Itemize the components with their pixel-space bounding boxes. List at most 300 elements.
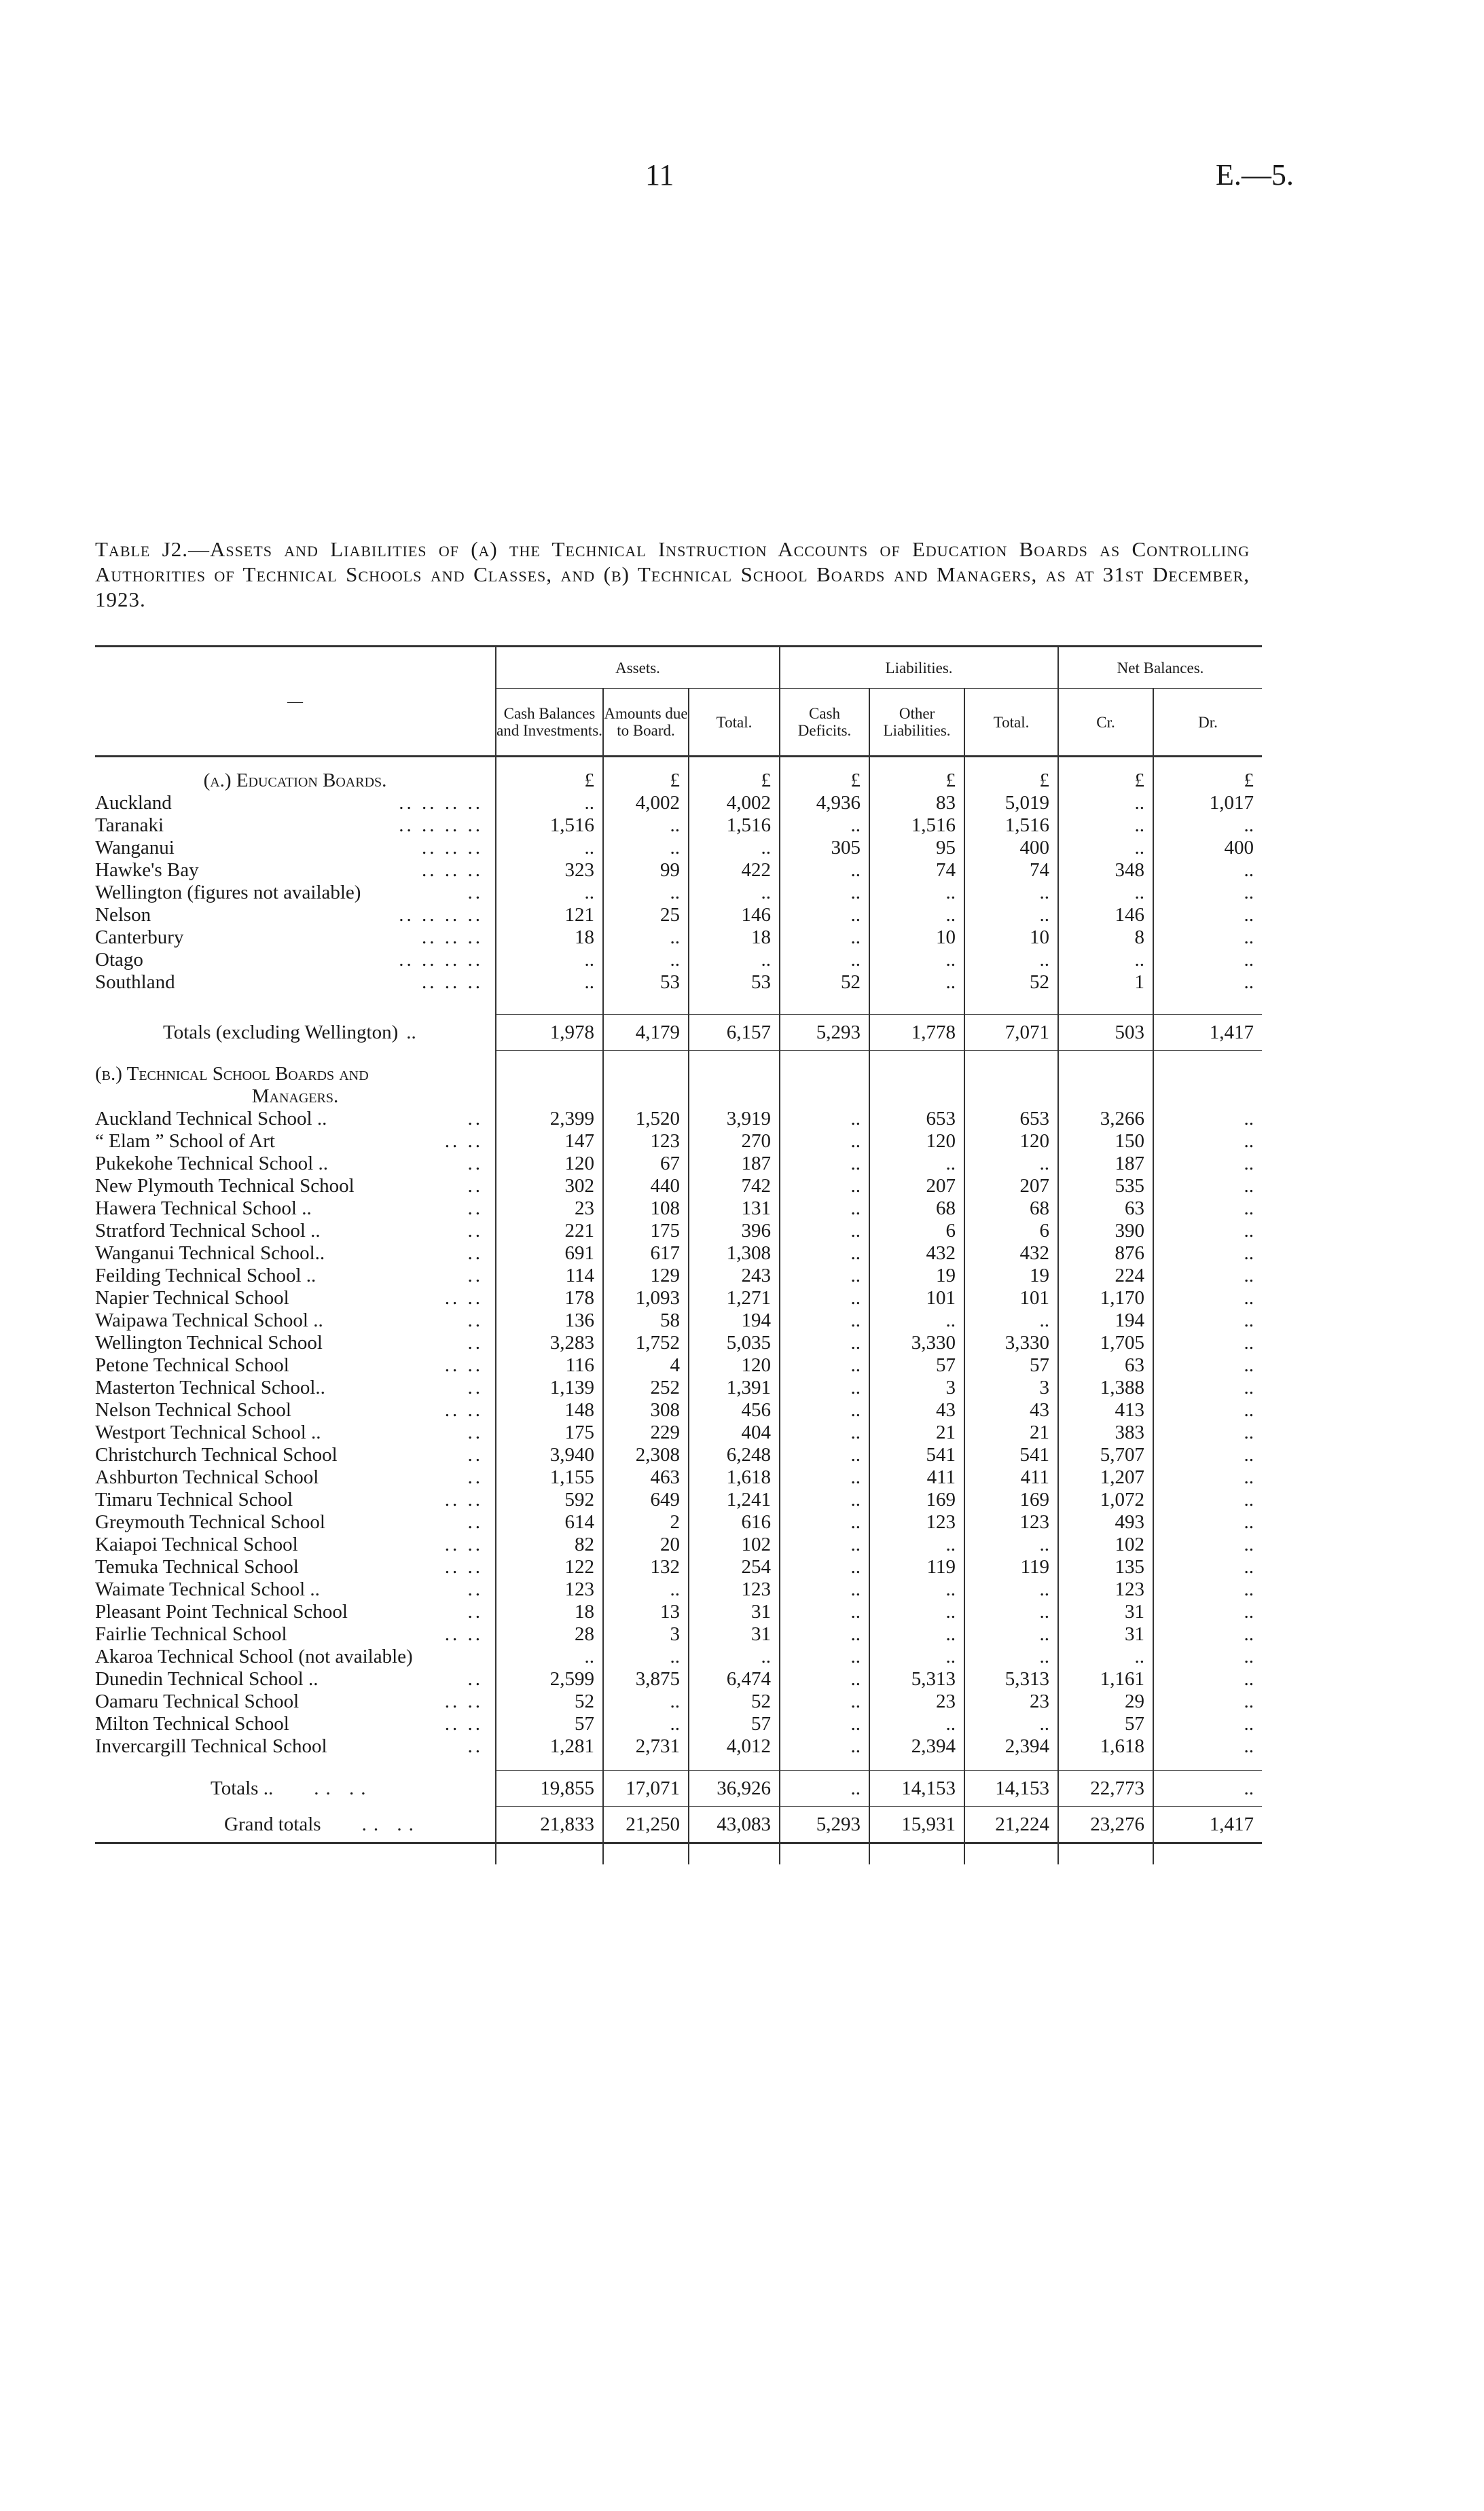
school-cell: 178 — [496, 1287, 603, 1309]
board-cell: 400 — [1153, 837, 1262, 859]
row-label — [95, 1153, 496, 1175]
empty-cell — [869, 1063, 964, 1085]
board-cell: .. — [780, 926, 869, 949]
currency-symbol: £ — [603, 770, 689, 792]
board-cell: 1 — [1058, 971, 1153, 994]
row-name: Pukekohe Technical School .. — [95, 1153, 328, 1174]
school-cell: .. — [780, 1108, 869, 1130]
school-cell: 52 — [496, 1691, 603, 1713]
school-cell: 150 — [1058, 1130, 1153, 1153]
currency-symbol: £ — [689, 770, 780, 792]
currency-symbol: £ — [869, 770, 964, 792]
school-cell: .. — [1153, 1354, 1262, 1377]
spacer-cell — [603, 1051, 689, 1064]
spacer-cell — [689, 1758, 780, 1771]
school-cell: 57 — [689, 1713, 780, 1735]
school-cell: 440 — [603, 1175, 689, 1197]
row-name: Taranaki — [95, 814, 164, 836]
school-cell: 592 — [496, 1489, 603, 1511]
board-cell: 10 — [964, 926, 1058, 949]
row-label — [95, 1691, 496, 1713]
school-cell: .. — [869, 1153, 964, 1175]
school-cell: .. — [603, 1578, 689, 1601]
school-cell: .. — [780, 1489, 869, 1511]
school-cell: 493 — [1058, 1511, 1153, 1534]
row-name: Christchurch Technical School — [95, 1444, 338, 1466]
col-header-cash-balances: Cash Balances and Investments. — [496, 689, 603, 757]
empty-cell — [689, 1085, 780, 1108]
spacer-cell — [964, 757, 1058, 770]
row-name: Hawke's Bay — [95, 859, 199, 881]
school-cell: .. — [780, 1601, 869, 1623]
school-cell: 2,394 — [964, 1735, 1058, 1758]
board-cell: 4,936 — [780, 792, 869, 814]
row-label — [95, 1309, 496, 1332]
school-cell: .. — [780, 1153, 869, 1175]
spacer-cell — [603, 757, 689, 770]
school-cell: 187 — [1058, 1153, 1153, 1175]
table-row — [95, 1646, 1262, 1668]
school-cell: .. — [780, 1130, 869, 1153]
school-cell: .. — [1153, 1534, 1262, 1556]
section-b-totals-row — [95, 1771, 1262, 1807]
board-cell: 146 — [689, 904, 780, 926]
school-cell: 2 — [603, 1511, 689, 1534]
empty-cell — [1058, 1063, 1153, 1085]
row-label — [95, 1422, 496, 1444]
spacer-cell — [1153, 1843, 1262, 1865]
section-b-totals-label — [95, 1771, 496, 1807]
leader-dots: .. .. — [444, 1399, 483, 1421]
row-name: Pleasant Point Technical School — [95, 1601, 348, 1623]
section-a-total-cell: 4,179 — [603, 1015, 689, 1051]
row-name: Stratford Technical School .. — [95, 1220, 321, 1242]
school-cell: .. — [1153, 1242, 1262, 1265]
totals-label: Totals .. — [211, 1777, 274, 1799]
section-b-total-cell: 36,926 — [689, 1771, 780, 1807]
empty-cell — [780, 1063, 869, 1085]
spacer-row — [95, 994, 1262, 1015]
row-name: Oamaru Technical School — [95, 1691, 300, 1712]
school-cell: 396 — [689, 1220, 780, 1242]
row-name: Petone Technical School — [95, 1354, 289, 1376]
board-cell: 52 — [780, 971, 869, 994]
school-cell: 1,155 — [496, 1466, 603, 1489]
board-cell: .. — [1058, 837, 1153, 859]
school-cell: 390 — [1058, 1220, 1153, 1242]
table-row — [95, 1511, 1262, 1534]
row-label — [95, 1287, 496, 1309]
school-cell: .. — [780, 1309, 869, 1332]
school-cell: .. — [689, 1646, 780, 1668]
section-a-total-cell: 503 — [1058, 1015, 1153, 1051]
liabilities-group-header: Liabilities. — [780, 647, 1058, 689]
row-name: Nelson — [95, 904, 151, 926]
school-cell: 6 — [964, 1220, 1058, 1242]
spacer-stub — [95, 757, 496, 770]
section-a-total-cell: 7,071 — [964, 1015, 1058, 1051]
school-cell: 1,618 — [689, 1466, 780, 1489]
school-cell: 6,248 — [689, 1444, 780, 1466]
leader-dots: .. .. .. .. — [399, 814, 483, 836]
school-cell: 3,940 — [496, 1444, 603, 1466]
school-cell: 3 — [964, 1377, 1058, 1399]
school-cell: .. — [780, 1287, 869, 1309]
row-label — [95, 1489, 496, 1511]
spacer-cell — [496, 1758, 603, 1771]
school-cell: .. — [1153, 1735, 1262, 1758]
board-cell: 4,002 — [689, 792, 780, 814]
school-cell: .. — [1153, 1265, 1262, 1287]
school-cell: .. — [1153, 1309, 1262, 1332]
spacer-row — [95, 757, 1262, 770]
school-cell: 2,599 — [496, 1668, 603, 1691]
board-cell: .. — [869, 971, 964, 994]
board-cell: .. — [780, 814, 869, 837]
school-cell: 1,072 — [1058, 1489, 1153, 1511]
board-cell: 1,516 — [869, 814, 964, 837]
row-label — [95, 1175, 496, 1197]
leader-dots: .. .. — [444, 1534, 483, 1555]
section-a-totals-label — [95, 1015, 496, 1051]
table-row — [95, 1691, 1262, 1713]
school-cell: 82 — [496, 1534, 603, 1556]
spacer-cell — [496, 1843, 603, 1865]
school-cell: 252 — [603, 1377, 689, 1399]
school-cell: 2,731 — [603, 1735, 689, 1758]
table-row — [95, 792, 1262, 814]
row-label — [95, 1332, 496, 1354]
spacer-cell — [689, 994, 780, 1015]
spacer-cell — [603, 1758, 689, 1771]
empty-cell — [603, 1085, 689, 1108]
school-cell: 31 — [1058, 1623, 1153, 1646]
row-name: Auckland — [95, 792, 172, 814]
leader-dots: .. — [467, 1242, 483, 1264]
col-header-liabilities-total: Total. — [964, 689, 1058, 757]
spacer-cell — [869, 1758, 964, 1771]
row-label — [95, 1646, 496, 1668]
totals-label: Totals (excluding Wellington) — [163, 1022, 399, 1043]
spacer-cell — [964, 1051, 1058, 1064]
board-cell: .. — [496, 837, 603, 859]
school-cell: 411 — [869, 1466, 964, 1489]
board-cell: .. — [689, 837, 780, 859]
leader-dots: .. .. — [444, 1691, 483, 1712]
school-cell: .. — [1153, 1108, 1262, 1130]
board-cell: 18 — [496, 926, 603, 949]
school-cell: 18 — [496, 1601, 603, 1623]
school-cell: .. — [780, 1713, 869, 1735]
school-cell: .. — [964, 1601, 1058, 1623]
school-cell: .. — [1153, 1578, 1262, 1601]
table-row — [95, 1623, 1262, 1646]
school-cell: 148 — [496, 1399, 603, 1422]
empty-cell — [1058, 1085, 1153, 1108]
school-cell: 13 — [603, 1601, 689, 1623]
stub-header: — — [95, 647, 496, 757]
school-cell: 691 — [496, 1242, 603, 1265]
school-cell: 535 — [1058, 1175, 1153, 1197]
school-cell: 57 — [1058, 1713, 1153, 1735]
school-cell: 207 — [869, 1175, 964, 1197]
leader-dots: .. — [467, 1377, 483, 1398]
school-cell: .. — [964, 1534, 1058, 1556]
col-header-amounts-due: Amounts due to Board. — [603, 689, 689, 757]
school-cell: 1,705 — [1058, 1332, 1153, 1354]
spacer-cell — [780, 757, 869, 770]
school-cell: 1,170 — [1058, 1287, 1153, 1309]
leader-dots: .. — [467, 1265, 483, 1286]
section-a-total-cell: 1,978 — [496, 1015, 603, 1051]
table-row — [95, 1175, 1262, 1197]
school-cell: .. — [1153, 1332, 1262, 1354]
row-name: Auckland Technical School .. — [95, 1108, 327, 1130]
table-row — [95, 1153, 1262, 1175]
school-cell: .. — [1153, 1489, 1262, 1511]
row-name: Fairlie Technical School — [95, 1623, 287, 1645]
school-cell: 114 — [496, 1265, 603, 1287]
board-cell: .. — [1153, 904, 1262, 926]
table-row — [95, 1578, 1262, 1601]
row-name: “ Elam ” School of Art — [95, 1130, 275, 1152]
school-cell: 43 — [869, 1399, 964, 1422]
school-cell: 131 — [689, 1197, 780, 1220]
leader-dots: .. — [467, 1444, 483, 1466]
school-cell: 463 — [603, 1466, 689, 1489]
school-cell: .. — [1058, 1646, 1153, 1668]
row-label — [95, 1242, 496, 1265]
empty-cell — [869, 1085, 964, 1108]
school-cell: 57 — [869, 1354, 964, 1377]
board-cell: .. — [496, 971, 603, 994]
row-label — [95, 904, 496, 926]
school-cell: 653 — [869, 1108, 964, 1130]
school-cell: 147 — [496, 1130, 603, 1153]
row-label — [95, 1197, 496, 1220]
col-header-cr: Cr. — [1058, 689, 1153, 757]
board-cell: .. — [964, 904, 1058, 926]
row-name: Wanganui Technical School.. — [95, 1242, 325, 1264]
school-cell: 1,271 — [689, 1287, 780, 1309]
school-cell: 742 — [689, 1175, 780, 1197]
school-cell: 169 — [964, 1489, 1058, 1511]
school-cell: 3,330 — [869, 1332, 964, 1354]
school-cell: 3,266 — [1058, 1108, 1153, 1130]
school-cell: 68 — [964, 1197, 1058, 1220]
school-cell: 1,520 — [603, 1108, 689, 1130]
school-cell: 1,308 — [689, 1242, 780, 1265]
section-a-heading-row — [95, 770, 1262, 792]
board-cell: 83 — [869, 792, 964, 814]
school-cell: .. — [869, 1646, 964, 1668]
leader-dots: .. — [467, 882, 483, 903]
leader-dots: .. .. .. — [422, 859, 483, 881]
school-cell: 43 — [964, 1399, 1058, 1422]
table-row — [95, 1422, 1262, 1444]
spacer-cell — [1153, 1758, 1262, 1771]
board-cell: .. — [780, 904, 869, 926]
table-row — [95, 926, 1262, 949]
board-cell: 53 — [689, 971, 780, 994]
table-body — [95, 757, 1262, 1865]
school-cell: 120 — [496, 1153, 603, 1175]
school-cell: .. — [1153, 1287, 1262, 1309]
school-cell: .. — [1153, 1623, 1262, 1646]
currency-symbol: £ — [964, 770, 1058, 792]
leader-dots: .. — [467, 1735, 483, 1757]
section-b-total-cell: .. — [780, 1771, 869, 1807]
board-cell: .. — [1058, 949, 1153, 971]
board-cell: 348 — [1058, 859, 1153, 882]
school-cell: .. — [1153, 1444, 1262, 1466]
row-label — [95, 1399, 496, 1422]
board-cell: 146 — [1058, 904, 1153, 926]
row-name: Canterbury — [95, 926, 184, 948]
board-cell: .. — [1153, 971, 1262, 994]
school-cell: 169 — [869, 1489, 964, 1511]
school-cell: 21 — [964, 1422, 1058, 1444]
school-cell: .. — [780, 1511, 869, 1534]
board-cell: 1,516 — [689, 814, 780, 837]
row-name: Wellington (figures not available) — [95, 882, 361, 903]
row-name: New Plymouth Technical School — [95, 1175, 355, 1197]
school-cell: 175 — [496, 1422, 603, 1444]
row-label — [95, 814, 496, 837]
board-cell: .. — [869, 949, 964, 971]
school-cell: 270 — [689, 1130, 780, 1153]
col-header-dr: Dr. — [1153, 689, 1262, 757]
grand-totals-row — [95, 1807, 1262, 1843]
school-cell: 123 — [964, 1511, 1058, 1534]
row-name: Temuka Technical School — [95, 1556, 299, 1578]
table-row — [95, 1108, 1262, 1130]
table-row — [95, 837, 1262, 859]
spacer-cell — [496, 1051, 603, 1064]
school-cell: .. — [1153, 1466, 1262, 1489]
leader-dots: .. — [467, 1153, 483, 1174]
board-cell: 95 — [869, 837, 964, 859]
school-cell: 194 — [1058, 1309, 1153, 1332]
row-label — [95, 837, 496, 859]
school-cell: 2,399 — [496, 1108, 603, 1130]
currency-symbol: £ — [1058, 770, 1153, 792]
board-cell: .. — [1058, 882, 1153, 904]
board-cell: .. — [964, 882, 1058, 904]
row-label — [95, 882, 496, 904]
spacer-cell — [496, 757, 603, 770]
col-header-cash-deficits: Cash Deficits. — [780, 689, 869, 757]
school-cell: 63 — [1058, 1354, 1153, 1377]
school-cell: 31 — [689, 1623, 780, 1646]
board-cell: .. — [1153, 949, 1262, 971]
school-cell: .. — [496, 1646, 603, 1668]
school-cell: 541 — [964, 1444, 1058, 1466]
school-cell: .. — [869, 1534, 964, 1556]
leader-dots: .. — [467, 1511, 483, 1533]
school-cell: 132 — [603, 1556, 689, 1578]
row-name: Southland — [95, 971, 175, 993]
board-cell: .. — [603, 926, 689, 949]
row-name: Hawera Technical School .. — [95, 1197, 312, 1219]
board-cell: .. — [1153, 882, 1262, 904]
leader-dots: .. — [467, 1220, 483, 1242]
leader-dots: .. — [467, 1466, 483, 1488]
spacer-stub — [95, 994, 496, 1015]
school-cell: 101 — [964, 1287, 1058, 1309]
table-title: Table J2.—Assets and Liabilities of (a) the Technical Instruction Accounts of Education Boards as Controlling Authorities of Technical Schools and Classes, and (b) Technical School Boards and Managers, as at 31st December, 1923. — [95, 537, 1250, 611]
section-b-total-cell: 14,153 — [964, 1771, 1058, 1807]
currency-symbol: £ — [780, 770, 869, 792]
school-cell: 4 — [603, 1354, 689, 1377]
school-cell: .. — [964, 1153, 1058, 1175]
school-cell: .. — [1153, 1399, 1262, 1422]
spacer-stub — [95, 1843, 496, 1865]
row-label — [95, 1354, 496, 1377]
leader-dots: .. — [467, 1175, 483, 1197]
spacer-stub — [95, 1051, 496, 1064]
row-label — [95, 1534, 496, 1556]
school-cell: 29 — [1058, 1691, 1153, 1713]
empty-cell — [1153, 1063, 1262, 1085]
row-label — [95, 1265, 496, 1287]
row-name: Waimate Technical School .. — [95, 1578, 320, 1600]
table-row — [95, 1197, 1262, 1220]
school-cell: 1,241 — [689, 1489, 780, 1511]
board-cell: .. — [603, 837, 689, 859]
school-cell: 1,618 — [1058, 1735, 1153, 1758]
board-cell: .. — [869, 882, 964, 904]
table-row — [95, 1444, 1262, 1466]
school-cell: .. — [780, 1422, 869, 1444]
board-cell: .. — [1153, 926, 1262, 949]
table-row — [95, 904, 1262, 926]
spacer-row — [95, 1758, 1262, 1771]
section-b-heading-row — [95, 1063, 1262, 1085]
row-name: Greymouth Technical School — [95, 1511, 325, 1533]
row-label — [95, 949, 496, 971]
school-cell: .. — [1153, 1175, 1262, 1197]
school-cell: .. — [780, 1466, 869, 1489]
school-cell: 207 — [964, 1175, 1058, 1197]
spacer-cell — [1153, 994, 1262, 1015]
empty-cell — [964, 1063, 1058, 1085]
school-cell: 21 — [869, 1422, 964, 1444]
row-label — [95, 1444, 496, 1466]
table-row — [95, 1534, 1262, 1556]
spacer-cell — [689, 1843, 780, 1865]
school-cell: 116 — [496, 1354, 603, 1377]
board-cell: 25 — [603, 904, 689, 926]
school-cell: 23 — [964, 1691, 1058, 1713]
school-cell: .. — [869, 1713, 964, 1735]
table-row — [95, 1332, 1262, 1354]
school-cell: 876 — [1058, 1242, 1153, 1265]
board-cell: .. — [689, 882, 780, 904]
board-cell: .. — [496, 882, 603, 904]
school-cell: .. — [1153, 1556, 1262, 1578]
school-cell: .. — [780, 1735, 869, 1758]
section-b-total-cell: 14,153 — [869, 1771, 964, 1807]
row-label — [95, 971, 496, 994]
school-cell: 1,207 — [1058, 1466, 1153, 1489]
grand-total-cell: 21,224 — [964, 1807, 1058, 1843]
school-cell: 302 — [496, 1175, 603, 1197]
school-cell: .. — [869, 1623, 964, 1646]
board-cell: 1,516 — [964, 814, 1058, 837]
row-label — [95, 1130, 496, 1153]
school-cell: 229 — [603, 1422, 689, 1444]
